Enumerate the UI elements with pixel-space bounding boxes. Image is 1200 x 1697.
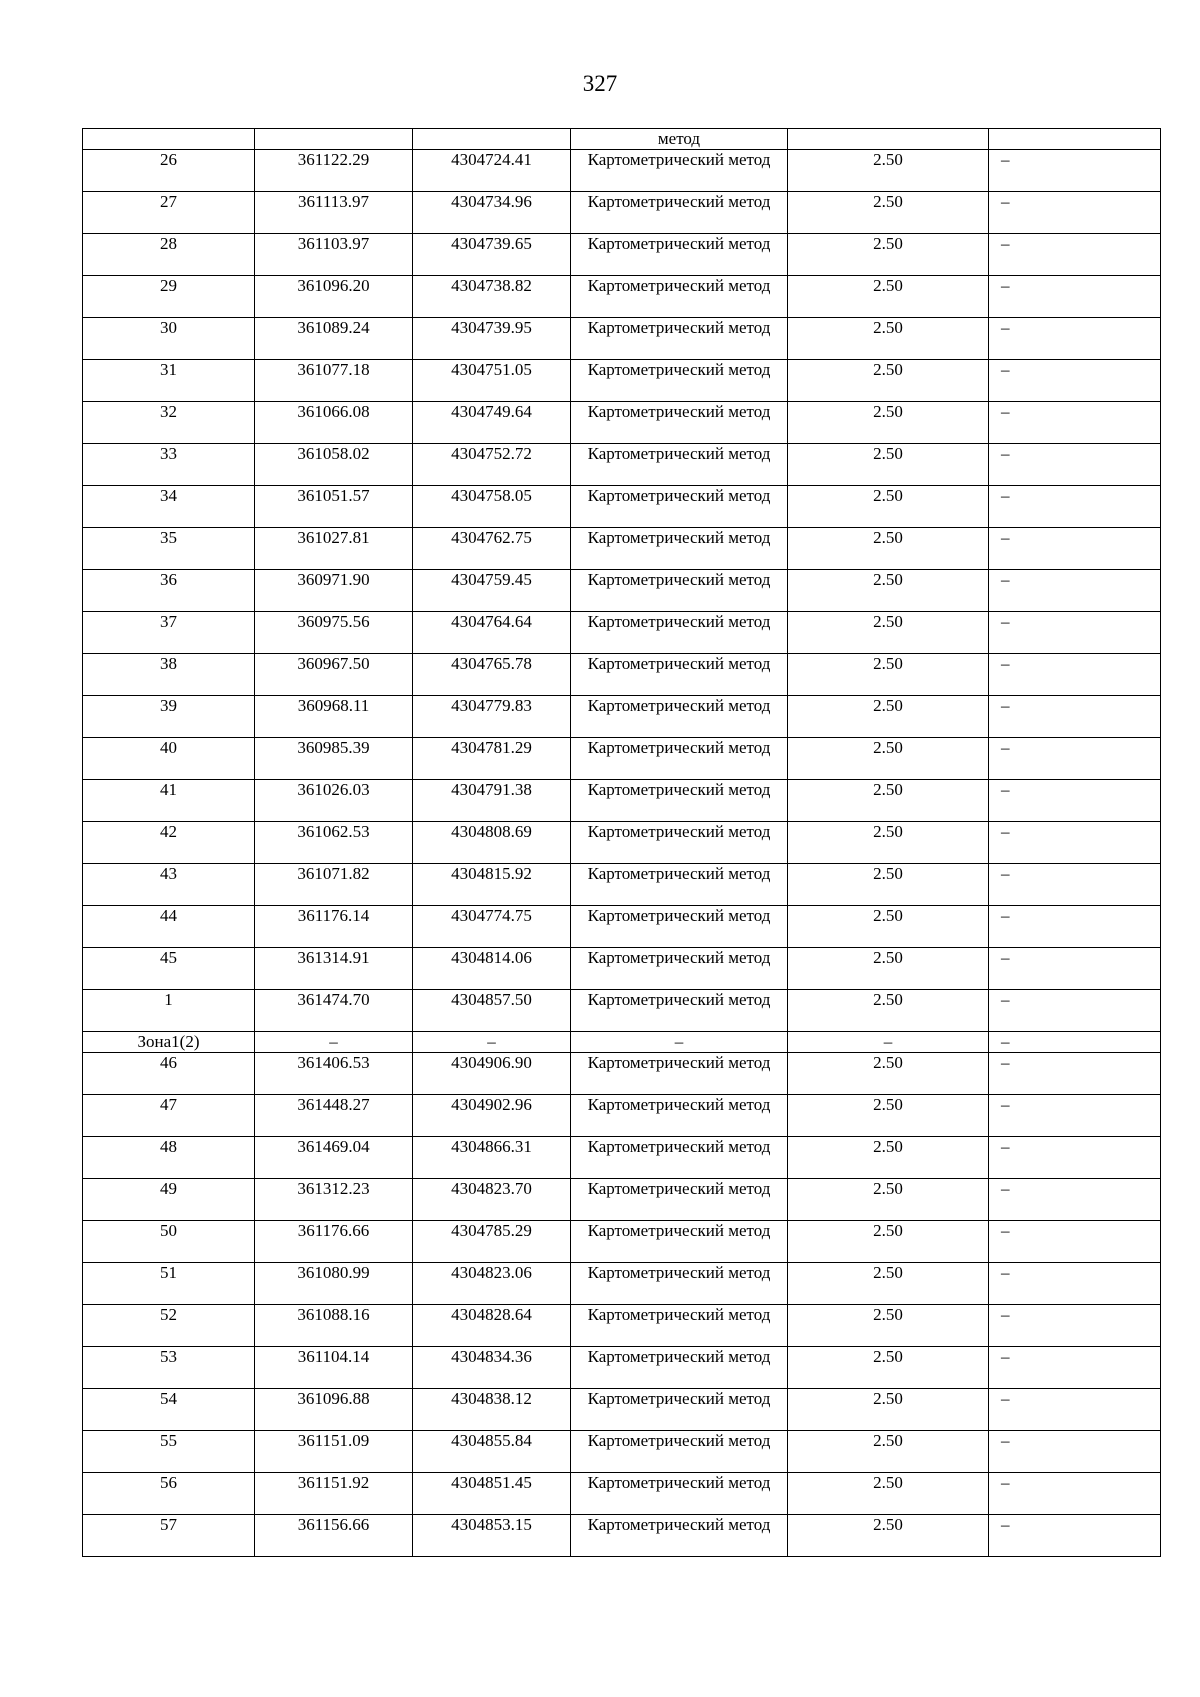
cell-x: 361176.14 [255, 906, 413, 948]
cell-accuracy: 2.50 [788, 1515, 989, 1557]
cell-y: 4304751.05 [413, 360, 571, 402]
cell-method: Картометрический метод [571, 444, 788, 486]
cell-method: Картометрический метод [571, 1221, 788, 1263]
cell-note: – [989, 1095, 1161, 1137]
cell-method: Картометрический метод [571, 906, 788, 948]
cell-accuracy: 2.50 [788, 192, 989, 234]
cell-y: – [413, 1032, 571, 1053]
cell-accuracy: 2.50 [788, 864, 989, 906]
cell-x: 361080.99 [255, 1263, 413, 1305]
cell-accuracy: 2.50 [788, 1347, 989, 1389]
cell-y: 4304814.06 [413, 948, 571, 990]
cell-accuracy: 2.50 [788, 276, 989, 318]
cell-point-number: 40 [83, 738, 255, 780]
cell-point-number: 27 [83, 192, 255, 234]
cell-method: Картометрический метод [571, 1137, 788, 1179]
cell-point-number: 43 [83, 864, 255, 906]
cell-point-number: 50 [83, 1221, 255, 1263]
cell-accuracy: 2.50 [788, 906, 989, 948]
table-row [83, 1263, 1161, 1305]
cell-point-number: 41 [83, 780, 255, 822]
cell-y: 4304853.15 [413, 1515, 571, 1557]
cell-y: 4304738.82 [413, 276, 571, 318]
cell-y: 4304734.96 [413, 192, 571, 234]
zone-row [83, 1032, 1161, 1053]
cell-note: – [989, 528, 1161, 570]
cell-accuracy: 2.50 [788, 402, 989, 444]
cell-accuracy: 2.50 [788, 780, 989, 822]
cell-accuracy: 2.50 [788, 1137, 989, 1179]
cell-x: 361027.81 [255, 528, 413, 570]
cell-point-number: 31 [83, 360, 255, 402]
cell-x: 361096.88 [255, 1389, 413, 1431]
cell-x: 361469.04 [255, 1137, 413, 1179]
cell-note: – [989, 192, 1161, 234]
cell-note: – [989, 1389, 1161, 1431]
cell-point-number: 28 [83, 234, 255, 276]
table-row [83, 1431, 1161, 1473]
table-row [83, 654, 1161, 696]
table-row [83, 1179, 1161, 1221]
table-row [83, 150, 1161, 192]
cell-method: – [571, 1032, 788, 1053]
cell-x: 360971.90 [255, 570, 413, 612]
cell-x: 361071.82 [255, 864, 413, 906]
table-row [83, 948, 1161, 990]
cell-point-number: 42 [83, 822, 255, 864]
cell-y: 4304851.45 [413, 1473, 571, 1515]
cell-note: – [989, 1347, 1161, 1389]
cell-point-number: 32 [83, 402, 255, 444]
table-row [83, 1053, 1161, 1095]
cell-x: 361066.08 [255, 402, 413, 444]
cell-method: Картометрический метод [571, 1263, 788, 1305]
cell-method: Картометрический метод [571, 1347, 788, 1389]
cell-point-number: 49 [83, 1179, 255, 1221]
cell-point-number: 57 [83, 1515, 255, 1557]
cell-y: 4304765.78 [413, 654, 571, 696]
cell-note: – [989, 1263, 1161, 1305]
cell-accuracy: 2.50 [788, 1305, 989, 1347]
cell-method: Картометрический метод [571, 1431, 788, 1473]
table-row [83, 402, 1161, 444]
cell-y: 4304764.64 [413, 612, 571, 654]
cell-method: Картометрический метод [571, 570, 788, 612]
cell-accuracy: 2.50 [788, 528, 989, 570]
cell-y: 4304758.05 [413, 486, 571, 528]
cell-note: – [989, 276, 1161, 318]
cell-y: 4304791.38 [413, 780, 571, 822]
table-row [83, 1305, 1161, 1347]
cell-method: Картометрический метод [571, 192, 788, 234]
cell-note: – [989, 360, 1161, 402]
cell-point-number: 33 [83, 444, 255, 486]
cell-accuracy: 2.50 [788, 990, 989, 1032]
table-row [83, 1515, 1161, 1557]
table-row [83, 1473, 1161, 1515]
table-row [83, 1347, 1161, 1389]
continuation-row [83, 129, 1161, 150]
cell-y: 4304834.36 [413, 1347, 571, 1389]
cell-point-number: 36 [83, 570, 255, 612]
cell-accuracy [788, 129, 989, 150]
table-row [83, 1221, 1161, 1263]
cell-note: – [989, 1179, 1161, 1221]
cell-method: Картометрический метод [571, 150, 788, 192]
cell-accuracy: 2.50 [788, 612, 989, 654]
cell-y: 4304838.12 [413, 1389, 571, 1431]
cell-x: 361104.14 [255, 1347, 413, 1389]
cell-y: 4304724.41 [413, 150, 571, 192]
cell-note: – [989, 1137, 1161, 1179]
cell-y: 4304815.92 [413, 864, 571, 906]
cell-method: Картометрический метод [571, 1179, 788, 1221]
cell-accuracy: 2.50 [788, 570, 989, 612]
cell-note: – [989, 864, 1161, 906]
cell-method: Картометрический метод [571, 1515, 788, 1557]
table-row [83, 1389, 1161, 1431]
cell-x: 361176.66 [255, 1221, 413, 1263]
cell-note [989, 129, 1161, 150]
cell-x: 360968.11 [255, 696, 413, 738]
table-row [83, 822, 1161, 864]
cell-accuracy: 2.50 [788, 1179, 989, 1221]
cell-y: 4304779.83 [413, 696, 571, 738]
cell-x: 361151.92 [255, 1473, 413, 1515]
cell-accuracy: 2.50 [788, 234, 989, 276]
cell-x: 361156.66 [255, 1515, 413, 1557]
table-row [83, 738, 1161, 780]
cell-x: 360975.56 [255, 612, 413, 654]
cell-y: 4304749.64 [413, 402, 571, 444]
cell-note: – [989, 1473, 1161, 1515]
cell-y: 4304752.72 [413, 444, 571, 486]
cell-method: Картометрический метод [571, 990, 788, 1032]
cell-y: 4304855.84 [413, 1431, 571, 1473]
cell-note: – [989, 696, 1161, 738]
table-row [83, 780, 1161, 822]
cell-point-number: 46 [83, 1053, 255, 1095]
cell-y: 4304762.75 [413, 528, 571, 570]
coordinates-table [82, 128, 1161, 1557]
cell-method: Картометрический метод [571, 696, 788, 738]
cell-note: – [989, 1032, 1161, 1053]
cell-y: 4304739.65 [413, 234, 571, 276]
zone-label: Зона1(2) [83, 1032, 255, 1053]
cell-x: 361448.27 [255, 1095, 413, 1137]
cell-method: Картометрический метод [571, 1473, 788, 1515]
table-row [83, 1137, 1161, 1179]
table-row [83, 486, 1161, 528]
cell-point-number: 1 [83, 990, 255, 1032]
cell-x: – [255, 1032, 413, 1053]
cell-y: 4304808.69 [413, 822, 571, 864]
table-row [83, 696, 1161, 738]
cell-x: 361122.29 [255, 150, 413, 192]
cell-note: – [989, 150, 1161, 192]
cell-y: 4304823.70 [413, 1179, 571, 1221]
cell-method: Картометрический метод [571, 360, 788, 402]
cell-accuracy: 2.50 [788, 654, 989, 696]
cell-x: 360985.39 [255, 738, 413, 780]
table-row [83, 318, 1161, 360]
cell-x: 361062.53 [255, 822, 413, 864]
table-row [83, 612, 1161, 654]
cell-x: 361026.03 [255, 780, 413, 822]
cell-x: 361088.16 [255, 1305, 413, 1347]
table-row [83, 906, 1161, 948]
cell-method: Картометрический метод [571, 486, 788, 528]
cell-method: Картометрический метод [571, 1305, 788, 1347]
table-row [83, 444, 1161, 486]
table-row [83, 570, 1161, 612]
cell-note: – [989, 612, 1161, 654]
table-body [83, 129, 1161, 1557]
cell-x: 361103.97 [255, 234, 413, 276]
cell-accuracy: 2.50 [788, 1221, 989, 1263]
cell-x: 361058.02 [255, 444, 413, 486]
cell-note: – [989, 486, 1161, 528]
cell-accuracy: 2.50 [788, 318, 989, 360]
cell-point-number: 52 [83, 1305, 255, 1347]
cell-accuracy: 2.50 [788, 150, 989, 192]
cell-method: Картометрический метод [571, 780, 788, 822]
cell-method: Картометрический метод [571, 1095, 788, 1137]
cell-point-number: 51 [83, 1263, 255, 1305]
table-row [83, 360, 1161, 402]
cell-y: 4304781.29 [413, 738, 571, 780]
table-row [83, 276, 1161, 318]
cell-point-number: 26 [83, 150, 255, 192]
cell-note: – [989, 1053, 1161, 1095]
table-row [83, 990, 1161, 1032]
cell-accuracy: 2.50 [788, 1431, 989, 1473]
table-row [83, 192, 1161, 234]
cell-point-number: 39 [83, 696, 255, 738]
cell-accuracy: 2.50 [788, 1053, 989, 1095]
cell-point-number: 47 [83, 1095, 255, 1137]
cell-note: – [989, 402, 1161, 444]
table-row [83, 528, 1161, 570]
cell-note: – [989, 1221, 1161, 1263]
cell-y: 4304774.75 [413, 906, 571, 948]
cell-note: – [989, 990, 1161, 1032]
cell-y: 4304823.06 [413, 1263, 571, 1305]
cell-point-number: 56 [83, 1473, 255, 1515]
cell-y: 4304759.45 [413, 570, 571, 612]
cell-method: Картометрический метод [571, 864, 788, 906]
cell-x: 361089.24 [255, 318, 413, 360]
cell-point-number: 34 [83, 486, 255, 528]
cell-note: – [989, 780, 1161, 822]
cell-accuracy: 2.50 [788, 360, 989, 402]
page-number: 327 [582, 71, 618, 96]
table-row [83, 864, 1161, 906]
cell-note: – [989, 1515, 1161, 1557]
cell-note: – [989, 906, 1161, 948]
cell-accuracy: 2.50 [788, 948, 989, 990]
cell-method: Картометрический метод [571, 276, 788, 318]
cell-accuracy: 2.50 [788, 444, 989, 486]
cell-accuracy: 2.50 [788, 1263, 989, 1305]
cell-note: – [989, 318, 1161, 360]
cell-point-number [83, 129, 255, 150]
cell-accuracy: 2.50 [788, 1095, 989, 1137]
cell-method: Картометрический метод [571, 528, 788, 570]
cell-note: – [989, 570, 1161, 612]
table-row [83, 234, 1161, 276]
cell-note: – [989, 1431, 1161, 1473]
cell-method: Картометрический метод [571, 738, 788, 780]
cell-x: 361051.57 [255, 486, 413, 528]
cell-method: Картометрический метод [571, 1389, 788, 1431]
cell-accuracy: 2.50 [788, 1389, 989, 1431]
cell-point-number: 48 [83, 1137, 255, 1179]
cell-note: – [989, 822, 1161, 864]
cell-point-number: 29 [83, 276, 255, 318]
table-row [83, 1095, 1161, 1137]
cell-y: 4304828.64 [413, 1305, 571, 1347]
cell-note: – [989, 948, 1161, 990]
cell-point-number: 55 [83, 1431, 255, 1473]
cell-x: 361312.23 [255, 1179, 413, 1221]
cell-note: – [989, 1305, 1161, 1347]
cell-x: 361151.09 [255, 1431, 413, 1473]
cell-method: метод [571, 129, 788, 150]
cell-y [413, 129, 571, 150]
cell-x: 361314.91 [255, 948, 413, 990]
cell-accuracy: 2.50 [788, 486, 989, 528]
cell-x: 361406.53 [255, 1053, 413, 1095]
cell-accuracy: 2.50 [788, 738, 989, 780]
cell-y: 4304906.90 [413, 1053, 571, 1095]
cell-method: Картометрический метод [571, 948, 788, 990]
cell-x: 361113.97 [255, 192, 413, 234]
cell-x: 361077.18 [255, 360, 413, 402]
cell-note: – [989, 654, 1161, 696]
cell-method: Картометрический метод [571, 1053, 788, 1095]
cell-x: 360967.50 [255, 654, 413, 696]
cell-point-number: 37 [83, 612, 255, 654]
cell-method: Картометрический метод [571, 822, 788, 864]
cell-note: – [989, 444, 1161, 486]
cell-accuracy: 2.50 [788, 696, 989, 738]
cell-point-number: 44 [83, 906, 255, 948]
cell-point-number: 53 [83, 1347, 255, 1389]
cell-y: 4304739.95 [413, 318, 571, 360]
cell-method: Картометрический метод [571, 654, 788, 696]
cell-x [255, 129, 413, 150]
cell-y: 4304857.50 [413, 990, 571, 1032]
cell-note: – [989, 234, 1161, 276]
cell-note: – [989, 738, 1161, 780]
cell-point-number: 45 [83, 948, 255, 990]
cell-method: Картометрический метод [571, 234, 788, 276]
cell-y: 4304902.96 [413, 1095, 571, 1137]
cell-accuracy: 2.50 [788, 1473, 989, 1515]
cell-point-number: 30 [83, 318, 255, 360]
cell-method: Картометрический метод [571, 318, 788, 360]
cell-point-number: 35 [83, 528, 255, 570]
cell-x: 361474.70 [255, 990, 413, 1032]
cell-y: 4304866.31 [413, 1137, 571, 1179]
cell-method: Картометрический метод [571, 402, 788, 444]
cell-accuracy: 2.50 [788, 822, 989, 864]
cell-method: Картометрический метод [571, 612, 788, 654]
cell-x: 361096.20 [255, 276, 413, 318]
cell-accuracy: – [788, 1032, 989, 1053]
cell-point-number: 38 [83, 654, 255, 696]
cell-point-number: 54 [83, 1389, 255, 1431]
cell-y: 4304785.29 [413, 1221, 571, 1263]
